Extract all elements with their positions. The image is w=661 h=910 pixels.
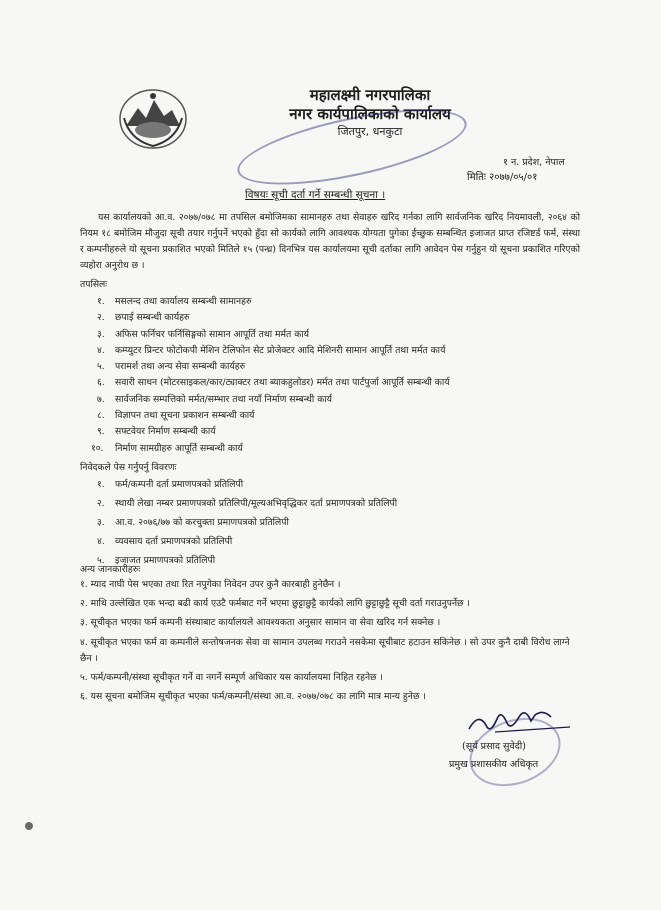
signatory-title: प्रमुख प्रशासकीय अधिकृत <box>449 759 539 770</box>
list-item: ७. सार्वजनिक सम्पत्तिको मर्मत/सम्भार तथा नयाँ निर्माण सम्बन्धी कार्य <box>97 393 332 405</box>
nepal-emblem-icon <box>118 88 188 150</box>
province-line: १ न. प्रदेश, नेपाल <box>503 157 565 168</box>
docs-list <box>97 477 397 572</box>
tapsil-label: तपसिलः <box>80 279 108 290</box>
municipality-name: महालक्ष्मी नगरपालिका <box>309 86 431 104</box>
list-item: ३. आ.व. २०७६/७७ को करचुक्ता प्रमाणपत्रको प्रतिलिपी <box>97 517 289 528</box>
list-item: १. म्याद नाघी पेस भएका तथा रित नपुगेका निवेदन उपर कुनै कारबाही हुनेछैन । <box>80 579 341 590</box>
other-info-label: अन्य जानकारीहरुः <box>80 564 141 575</box>
list-item: ६. यस सूचना बमोजिम सूचीकृत भएका फर्म/कम्पनी/संस्था आ.व. २०७७/०७८ का लागि मात्र मान्य हुनेछ । <box>80 691 426 703</box>
list-item: ९. सफ्टवेयर निर्माण सम्बन्धी कार्य <box>97 426 216 438</box>
office-address: जितपुर, धनकुटा <box>337 125 403 138</box>
list-item: ४. सूचीकृत भएका फर्म वा कम्पनीले सन्तोषजनक सेवा वा सामान उपलब्ध गराउने नसकेमा सूचीबाट हटाउन सकिनेछ । सो उपर कुनै दाबी विरोध लाग्ने छैन । <box>80 636 570 664</box>
list-item: २. माथि उल्लेखित एक भन्दा बढी कार्य एउटै फर्मबाट गर्ने भएमा छुट्टाछुट्टै कार्यको लागि छुट्टाछुट्टै सूची दर्ता गराउनुपर्नेछ । <box>80 598 470 610</box>
notice-subject: विषयः सूची दर्ता गर्ने सम्बन्धी सूचना । <box>245 189 386 201</box>
list-item: ५. इजाजत प्रमाणपत्रको प्रतिलिपी <box>97 555 216 566</box>
tapsil-list <box>91 294 450 457</box>
other-info-list <box>80 577 580 705</box>
list-item: १०. निर्माण सामग्रीहरु आपूर्ति सम्बन्धी कार्य <box>91 442 243 454</box>
office-name: नगर कार्यपालिकाको कार्यालय <box>289 105 451 123</box>
list-item: १. फर्म/कम्पनी दर्ता प्रमाणपत्रको प्रतिलिपी <box>97 479 244 490</box>
paper-speck <box>25 822 33 830</box>
notice-date: मितिः २०७७/०५/०१ <box>467 172 538 183</box>
list-item: ५. परामर्श तथा अन्य सेवा सम्बन्धी कार्यहरु <box>97 361 246 373</box>
list-item: ६. सवारी साधन (मोटरसाइकल/कार/ट्याक्टर तथा ब्याकहुलोडर) मर्मत तथा पार्टपुर्जा आपूर्ति सम्बन्धी कार्य <box>97 377 450 389</box>
list-item: २. छपाई सम्बन्धी कार्यहरु <box>97 312 190 324</box>
docs-label: निवेदकले पेस गर्नुपर्नु विवरणः <box>80 462 177 473</box>
list-item: ८. विज्ञापन तथा सूचना प्रकाशन सम्बन्धी कार्य <box>97 410 255 422</box>
list-item: ४. व्यवसाय दर्ता प्रमाणपत्रको प्रतिलिपी <box>97 536 233 547</box>
list-item: १. मसलन्द तथा कार्यालय सम्बन्धी सामानहरु <box>97 296 252 307</box>
list-item: ५. फर्म/कम्पनी/संस्था सूचीकृत गर्ने वा नगर्ने सम्पूर्ण अधिकार यस कार्यालयमा निहित रहनेछ । <box>80 672 383 684</box>
list-item: ४. कम्प्युटर प्रिन्टर फोटोकपी मेशिन टेलिफोन सेट प्रोजेक्टर आदि मेशिनरी सामान आपूर्ति तथा मर्मत कार्य <box>97 344 446 356</box>
intro-paragraph: यस कार्यालयको आ.व. २०७७/०७८ मा तपसिल बमोजिमका सामानहरु तथा सेवाहरु खरिद गर्नका लागि सार्वजनिक खरिद नियमावली, २०६४ को नियम १८ बमोजिम मौजुदा सूची तयार गर्नुपर्ने भएको हुँदा सो कार्यको लागि आवश्यक योग्यता पुगेका ईच्छुक सम्बन्धित इजाजत प्राप्त रजिष्टर्ड फर्म, संस्था र कम्पनीहरुले यो सूचना प्रकाशित भएको मितिले १५ (पन्ध्र) दिनभित्र यस कार्यालयमा सूची दर्ताका लागि आवेदन पेस गर्नुहुन यो सूचना प्रकाशित गरिएको व्यहोरा अनुरोध छ । <box>80 212 580 271</box>
list-item: ३. सूचीकृत भएका फर्म कम्पनी संस्थाबाट कार्यालयले आवश्यकता अनुसार सामान वा सेवा खरिद गर्न सक्नेछ । <box>80 617 441 629</box>
signatory-name: (सूर्य प्रसाद सुवेदी) <box>462 741 526 752</box>
list-item: २. स्थायी लेखा नम्बर प्रमाणपत्रको प्रतिलिपी/मूल्यअभिवृद्धिकर दर्ता प्रमाणपत्रको प्रतिलिपी <box>97 498 398 509</box>
list-item: ३. अफिस फर्निचर फर्निसिङ्गको सामान आपूर्ति तथा मर्मत कार्य <box>97 328 309 340</box>
